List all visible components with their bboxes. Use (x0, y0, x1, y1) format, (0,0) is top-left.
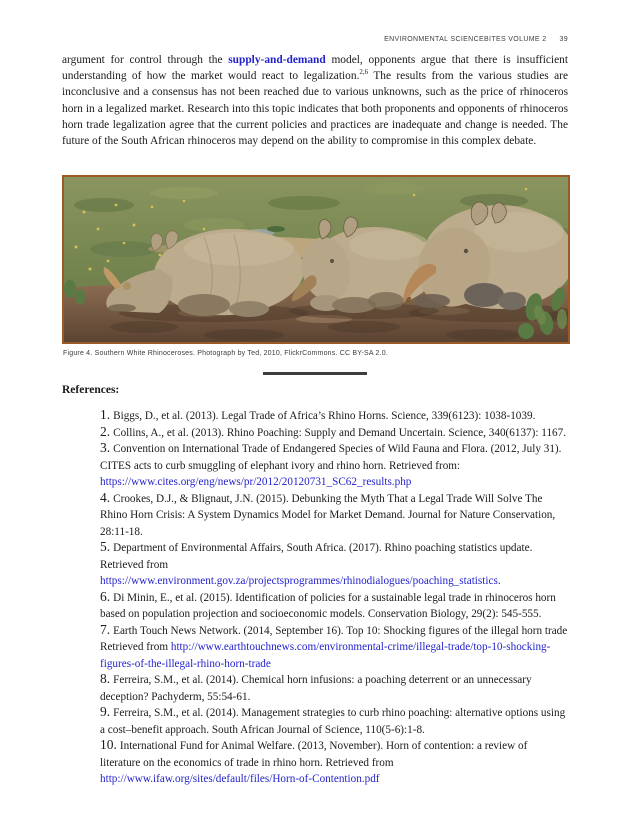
text-segment: Crookes, D.J., & Blignaut, J.N. (2015). Debunking the Myth That a Legal Trade Will Solve The Rhino Horn Crisis: A System Dynamics Model for Market Demand. Journal for Nature Conservation, 28:11-18. (100, 492, 556, 538)
reference-item (100, 590, 570, 623)
reference-item (100, 408, 570, 425)
citation-superscript: 2,6 (359, 68, 369, 77)
text-segment: Di Minin, E., et al. (2015). Identification of policies for a sustainable legal trade in rhinoceros horn based on population projection and socioeconomic models. Conservation Biology, 29(2): 545-555. (100, 591, 556, 620)
text-segment: The results from the various studies are inconclusive and a consensus has not been reached due to various unknowns, such as the price of rhinoceros horn in a legalized market. Research into this topic indicates that both proponents and opponents of rhinoceros horn trade legalization agree that the current policies and practices are inadequate and change is needed. The future of the South African rhinoceros may depend on the ability to compromise in this complex debate. (62, 70, 568, 148)
text-segment: Ferreira, S.M., et al. (2014). Chemical horn infusions: a poaching deterrent or an unnecessary deception? Pachyderm, 55:54-61. (100, 674, 532, 703)
reference-number: 2. (100, 423, 111, 439)
text-segment: . (497, 575, 501, 587)
references-list (100, 408, 570, 788)
text-segment: Biggs, D., et al. (2013). Legal Trade of Africa’s Rhino Horns. Science, 339(6123): 1038-1039. (113, 410, 536, 422)
reference-number: 7. (100, 621, 111, 637)
text-segment: Ferreira, S.M., et al. (2014). Management strategies to curb rhino poaching: alternative options using a cost–benefit approach. South African Journal of Science, 110(5-6):1-8. (100, 707, 566, 736)
reference-number: 8. (100, 671, 111, 686)
reference-item (100, 623, 570, 673)
page-header (384, 36, 568, 43)
reference-item (100, 441, 570, 491)
rhino-photo (62, 175, 570, 344)
reference-item (100, 425, 570, 442)
reference-link[interactable]: https://www.environment.gov.za/projectsprogrammes/rhinodialogues/poaching_statistics (100, 575, 498, 587)
reference-item (100, 491, 570, 541)
reference-item (100, 738, 570, 788)
journal-title: ENVIRONMENTAL SCIENCEBITES VOLUME 2 (384, 36, 547, 43)
reference-number: 5. (100, 539, 111, 554)
text-segment: Earth Touch News Network. (2014, September 16). Top 10: Shocking figures of the illegal horn trade Retrieved from (100, 624, 568, 653)
reference-number: 6. (100, 588, 111, 604)
page-number: 39 (559, 36, 568, 43)
text-segment: Department of Environmental Affairs, South Africa. (2017). Rhino poaching statistics update. Retrieved from (100, 542, 533, 571)
text-segment: International Fund for Animal Welfare. (2013, November). Horn of contention: a review of literature on the economics of trade in rhino horn. Retrieved from (100, 740, 528, 769)
reference-item (100, 672, 570, 705)
reference-item (100, 540, 570, 590)
text-segment: Collins, A., et al. (2013). Rhino Poaching: Supply and Demand Uncertain. Science, 340(6137): 1167. (113, 426, 567, 439)
inline-link[interactable]: supply-and-demand (228, 54, 326, 66)
text-segment: model, opponents argue that there is insufficient understanding of how the market would react to legalization. (62, 54, 569, 83)
reference-link[interactable]: https://www.cites.org/eng/news/pr/2012/20120731_SC62_results.php (100, 476, 412, 488)
rhino-photo-illustration (64, 177, 568, 342)
text-segment: argument for control through the (62, 54, 229, 66)
references-heading: References: (62, 384, 120, 396)
reference-number: 4. (100, 489, 111, 505)
reference-link[interactable]: http://www.ifaw.org/sites/default/files/Horn-of-Contention.pdf (100, 773, 380, 785)
reference-link[interactable]: http://www.earthtouchnews.com/environmental-crime/illegal-trade/top-10-shocking-figures-of-the-illegal-rhino-horn-trade (100, 641, 551, 670)
reference-item (100, 705, 570, 738)
reference-number: 1. (100, 407, 111, 422)
section-divider (263, 372, 367, 375)
reference-number: 3. (100, 440, 111, 455)
reference-number: 10. (100, 737, 117, 752)
text-segment: Convention on International Trade of Endangered Species of Wild Fauna and Flora. (2012, July 31). CITES acts to curb smuggling of elephant ivory and rhino horn. Retrieved from: (100, 443, 562, 472)
body-paragraph (62, 52, 568, 149)
reference-number: 9. (100, 704, 111, 719)
figure-caption: Figure 4. Southern White Rhinoceroses. Photograph by Ted, 2010, FlickrCommons. CC BY-SA 2.0. (63, 350, 388, 357)
